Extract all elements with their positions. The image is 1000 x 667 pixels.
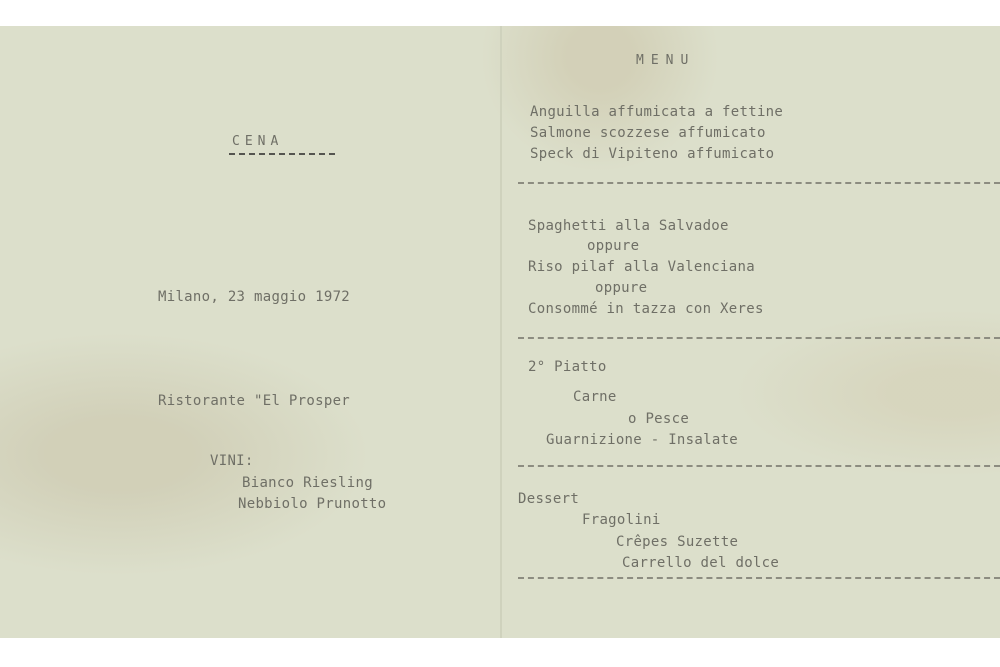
primo-item: Riso pilaf alla Valenciana bbox=[528, 259, 755, 275]
center-fold bbox=[500, 26, 502, 638]
dessert-item: Crêpes Suzette bbox=[616, 534, 739, 550]
secondo-item: o Pesce bbox=[628, 411, 690, 427]
separator bbox=[518, 577, 1000, 579]
secondo-item: Carne bbox=[573, 389, 617, 405]
wines-label: VINI: bbox=[210, 453, 254, 469]
menu-title: MENU bbox=[636, 53, 696, 68]
wine-item: Bianco Riesling bbox=[242, 475, 373, 491]
separator bbox=[518, 465, 1000, 467]
separator bbox=[518, 337, 1000, 339]
secondo-item: Guarnizione - Insalate bbox=[546, 432, 739, 448]
wine-item: Nebbiolo Prunotto bbox=[238, 496, 387, 512]
primo-item: Spaghetti alla Salvadoe bbox=[528, 218, 729, 234]
primo-oppure: oppure bbox=[595, 280, 648, 296]
date-line: Milano, 23 maggio 1972 bbox=[158, 289, 351, 305]
restaurant-name: Ristorante "El Prosper bbox=[158, 393, 351, 409]
antipasto-item: Anguilla affumicata a fettine bbox=[530, 104, 784, 120]
antipasto-item: Speck di Vipiteno affumicato bbox=[530, 146, 775, 162]
secondo-label: 2° Piatto bbox=[528, 359, 607, 375]
antipasto-item: Salmone scozzese affumicato bbox=[530, 125, 766, 141]
separator bbox=[518, 182, 1000, 184]
dessert-label: Dessert bbox=[518, 491, 580, 507]
dessert-item: Fragolini bbox=[582, 512, 661, 528]
primo-item: Consommé in tazza con Xeres bbox=[528, 301, 764, 317]
menu-card bbox=[0, 26, 1000, 638]
primo-oppure: oppure bbox=[587, 238, 640, 254]
cena-title: CENA bbox=[232, 134, 284, 149]
dessert-item: Carrello del dolce bbox=[622, 555, 780, 571]
cena-underline bbox=[229, 153, 335, 155]
